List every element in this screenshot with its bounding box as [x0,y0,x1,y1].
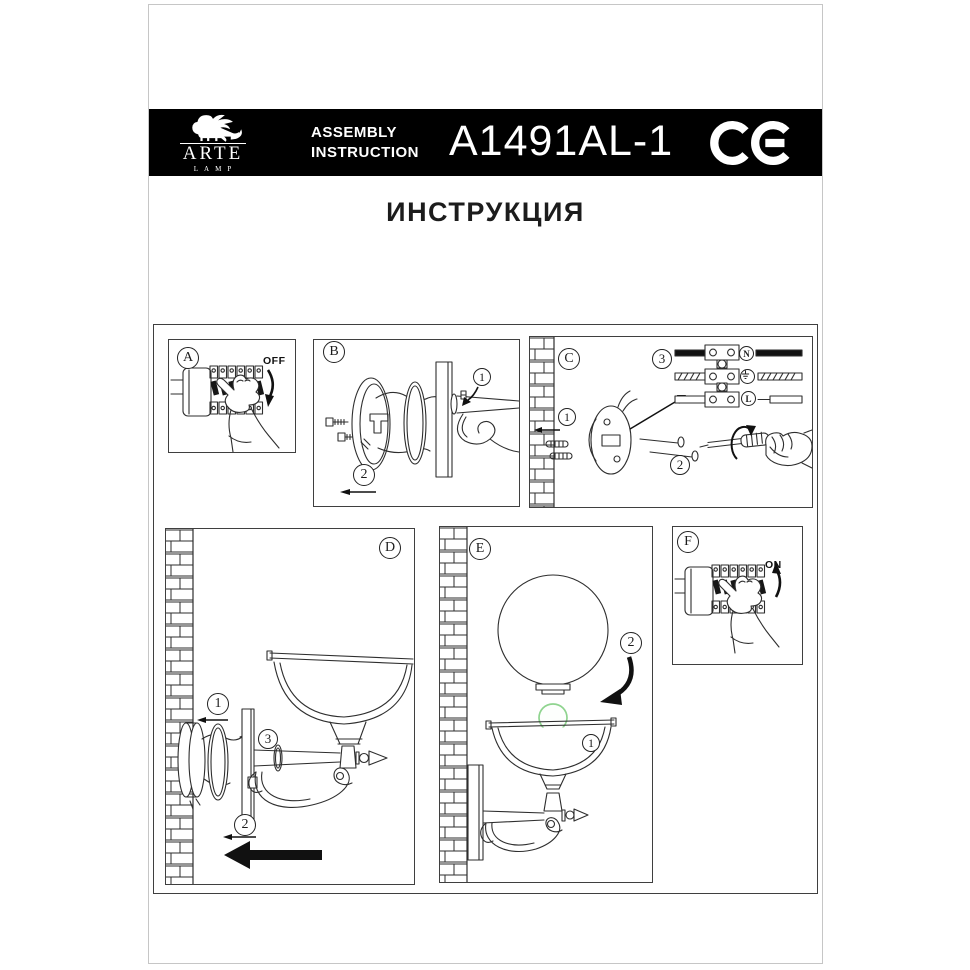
panel-d-illustration [166,529,414,884]
panel-e [439,526,653,883]
panel-a [168,339,296,453]
big-arrow-left-icon [224,841,322,869]
doc-title [311,109,419,176]
brand-name: ARTE [182,143,244,165]
panel-b-label: B [323,341,345,363]
panel-c-label: C [558,348,580,370]
on-label: ON [765,559,782,571]
brand-subname: LAMP [193,164,238,173]
doc-title-line1: ASSEMBLY [311,124,397,141]
step-2-badge: 2 [670,455,690,475]
ce-mark-icon [708,120,806,171]
curved-arrow-down-icon [600,657,631,705]
arrow-down-icon [265,370,274,407]
panel-c [529,336,813,508]
wall-plate [468,765,483,860]
winged-lion-icon [176,112,250,142]
panel-f-label: F [677,531,699,553]
decor-ring [208,724,228,800]
panel-e-illustration [440,527,652,882]
step-3-badge: 3 [652,349,672,369]
lamp-arm [254,745,387,771]
shade-bowl [486,718,616,789]
terminal-n-label: N [739,346,754,361]
mounting-plate [589,391,637,474]
panel-a-label: A [177,347,199,369]
bracket-plate [242,709,257,820]
panel-b-illustration [314,340,519,506]
step-1-badge: 1 [582,734,600,752]
header-bar [149,109,822,176]
scroll-arm [249,768,352,808]
doc-title-line2: INSTRUCTION [311,143,419,161]
bracket-plate [436,362,452,477]
glass-globe [498,575,608,694]
brick-wall [440,527,467,882]
step-1-badge: 1 [473,368,491,386]
brick-wall [530,337,554,507]
arrow-left-icon [197,717,228,723]
shade-bowl [267,651,413,744]
terminal-l-label: L [741,391,756,406]
brick-wall [166,529,193,884]
lamp-arm [483,793,588,823]
brand-logo [165,111,261,174]
arrow-left-icon [340,489,376,495]
panel-d-label: D [379,537,401,559]
model-number: A1491AL-1 [449,117,674,165]
step-3-badge: 3 [258,729,278,749]
pointing-hand-icon [719,576,779,653]
panel-b [313,339,520,507]
panel-d [165,528,415,885]
step-2-badge: 2 [234,814,256,836]
panel-e-label: E [469,538,491,560]
off-label: OFF [263,355,286,367]
step-1-badge: 1 [558,408,576,426]
panel-f [672,526,803,665]
step-2-badge: 2 [353,464,375,486]
decor-ring [404,382,426,464]
fixing-screws [640,437,698,461]
step-2-badge: 2 [620,632,642,654]
instruction-sheet [148,4,823,964]
step-1-badge: 1 [207,693,229,715]
terminal-earth-icon [740,369,755,384]
backplate-disc [352,378,390,470]
holding-hand-icon [766,430,812,468]
page-title: ИНСТРУКЦИЯ [386,197,585,227]
lamp-arm [451,391,519,452]
